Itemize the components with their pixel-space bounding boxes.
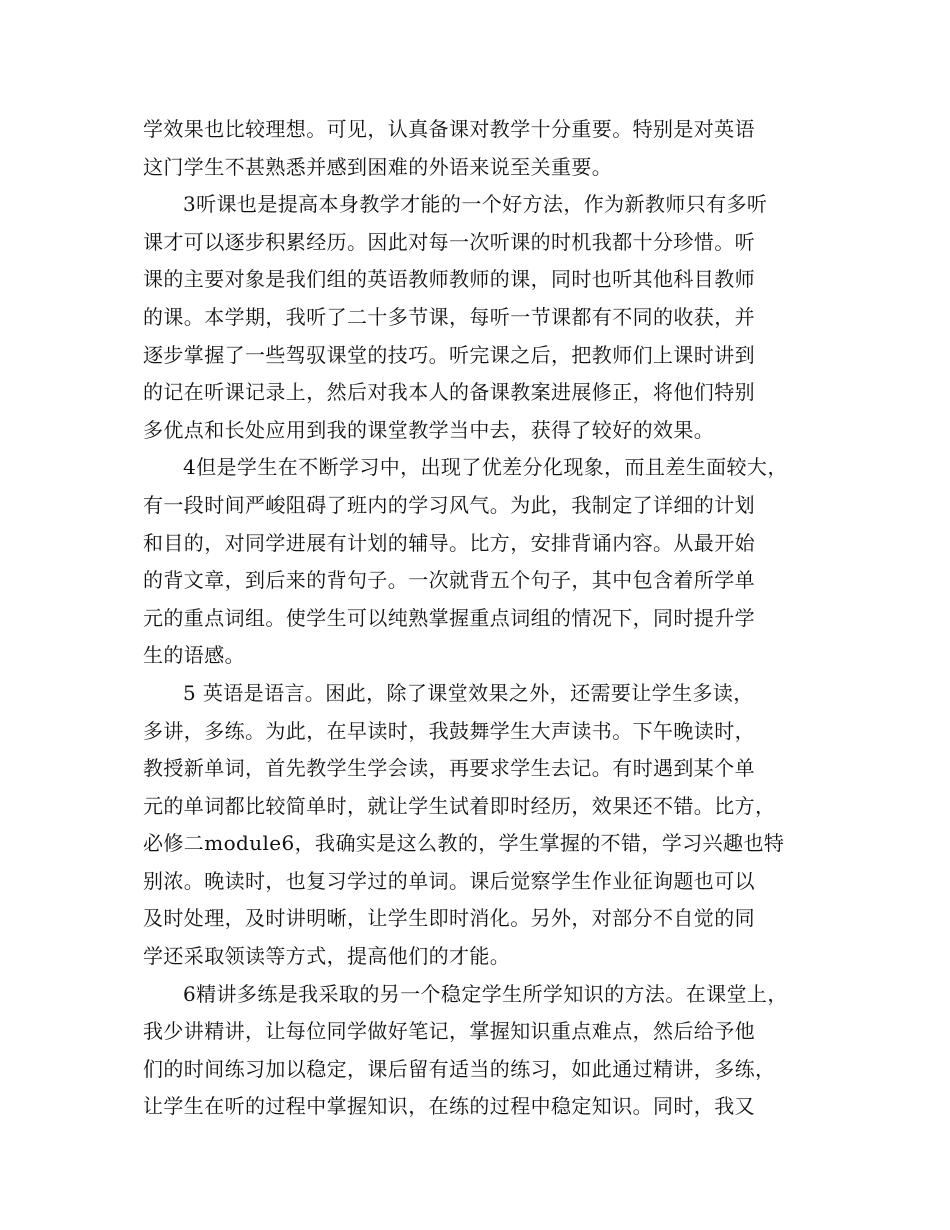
text-line: 学还采取领读等方式，提高他们的才能。 <box>143 944 511 969</box>
text-line: 的记在听课记录上，然后对我本人的备课教案进展修正，将他们特别 <box>143 380 755 405</box>
text-line: 教授新单词，首先教学生学会读，再要求学生去记。有时遇到某个单 <box>143 756 755 781</box>
text-line: 4但是学生在不断学习中，出现了优差分化现象，而且差生面较大， <box>183 455 788 480</box>
text-line: 及时处理，及时讲明晰，让学生即时消化。另外，对部分不自觉的同 <box>143 906 755 931</box>
text-line: 多讲，多练。为此，在早读时，我鼓舞学生大声读书。下午晚读时， <box>143 718 755 743</box>
text-line: 和目的，对同学进展有计划的辅导。比方，安排背诵内容。从最开始 <box>143 530 755 555</box>
text-line: 元的单词都比较简单时，就让学生试着即时经历，效果还不错。比方， <box>143 793 776 818</box>
text-line: 有一段时间严峻阻碍了班内的学习风气。为此，我制定了详细的计划 <box>143 492 755 517</box>
text-line: 元的重点词组。使学生可以纯熟掌握重点词组的情况下，同时提升学 <box>143 605 755 630</box>
text-line: 我少讲精讲，让每位同学做好笔记，掌握知识重点难点，然后给予他 <box>143 1019 755 1044</box>
text-line: 3听课也是提高本身教学才能的一个好方法，作为新教师只有多听 <box>183 192 768 217</box>
text-line: 这门学生不甚熟悉并感到困难的外语来说至关重要。 <box>143 154 613 179</box>
text-line: 学效果也比较理想。可见，认真备课对教学十分重要。特别是对英语 <box>143 117 755 141</box>
text-line: 逐步掌握了一些驾驭课堂的技巧。听完课之后，把教师们上课时讲到 <box>143 342 755 367</box>
text-line: 课的主要对象是我们组的英语教师教师的课，同时也听其他科目教师 <box>143 267 755 292</box>
text-line: 们的时间练习加以稳定，课后留有适当的练习，如此通过精讲，多练， <box>143 1056 776 1081</box>
text-line: 的课。本学期，我听了二十多节课，每听一节课都有不同的收获，并 <box>143 304 755 329</box>
text-line: 5 英语是语言。困此，除了课堂效果之外，还需要让学生多读， <box>183 680 754 705</box>
text-line: 别浓。晚读时，也复习学过的单词。课后觉察学生作业征询题也可以 <box>143 868 755 893</box>
text-line: 让学生在听的过程中掌握知识，在练的过程中稳定知识。同时，我又 <box>143 1094 755 1119</box>
text-line: 多优点和长处应用到我的课堂教学当中去，获得了较好的效果。 <box>143 417 715 442</box>
text-line: 6精讲多练是我采取的另一个稳定学生所学知识的方法。在课堂上， <box>183 981 788 1006</box>
text-line: 必修二module6，我确实是这么教的，学生掌握的不错，学习兴趣也特 <box>143 831 785 856</box>
text-line: 课才可以逐步积累经历。因此对每一次听课的时机我都十分珍惜。听 <box>143 229 755 254</box>
text-line: 的背文章，到后来的背句子。一次就背五个句子，其中包含着所学单 <box>143 568 755 593</box>
text-line: 生的语感。 <box>143 643 245 668</box>
document-body <box>143 111 823 1126</box>
